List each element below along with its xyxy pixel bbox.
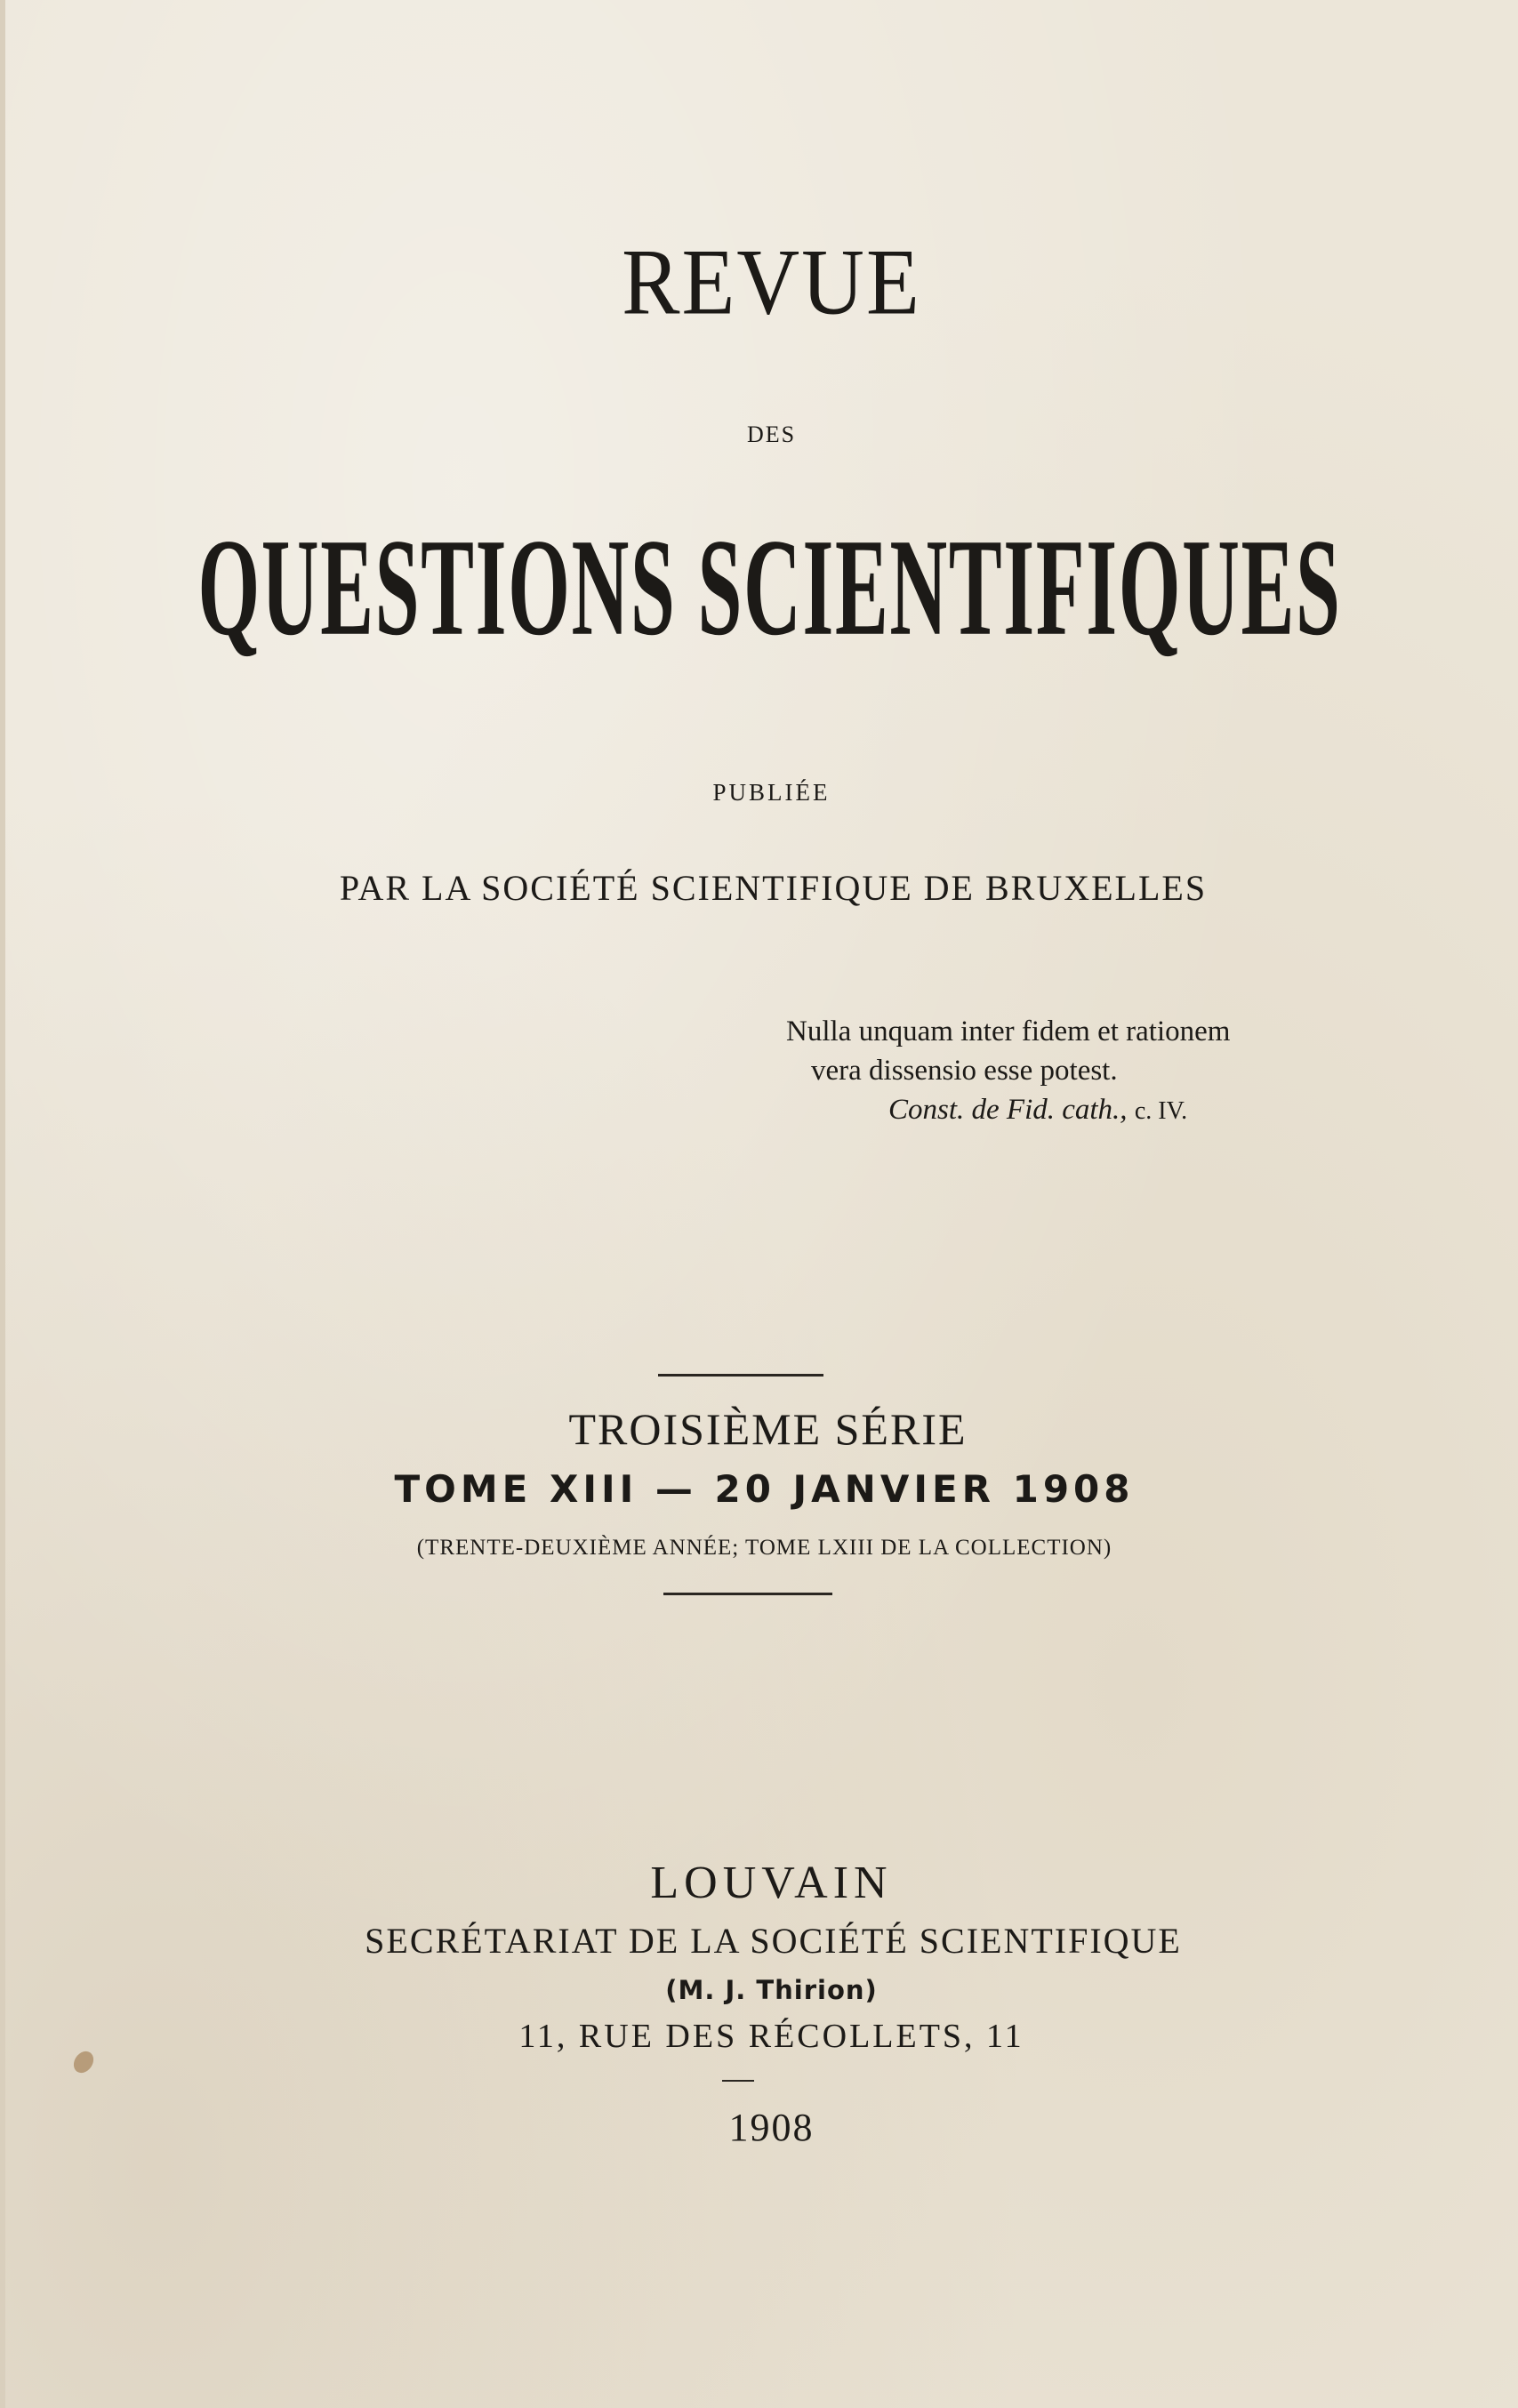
- imprint-address: 11, RUE DES RÉCOLLETS, 11: [518, 2018, 1024, 2055]
- journal-title-top: REVUE: [622, 230, 921, 335]
- collection-line: (TRENTE-DEUXIÈME ANNÉE; TOME LXIII DE LA COLLECTION): [416, 1536, 1112, 1560]
- series-label: TROISIÈME SÉRIE: [568, 1404, 968, 1454]
- divider-short: [722, 2080, 754, 2082]
- journal-title-connector: DES: [746, 421, 797, 447]
- journal-title-main: QUESTIONS SCIENTIFIQUES: [197, 511, 1342, 665]
- epigraph-source: Const. de Fid. cath.,: [888, 1094, 1128, 1126]
- imprint-year: 1908: [728, 2106, 815, 2149]
- imprint-secretariat: SECRÉTARIAT DE LA SOCIÉTÉ SCIENTIFIQUE: [365, 1921, 1182, 1961]
- tome-line: TOME XIII — 20 JANVIER 1908: [394, 1467, 1135, 1511]
- epigraph-source-line: [770, 1090, 1339, 1131]
- divider-top: [658, 1374, 823, 1377]
- epigraph-line-2: vera dissensio esse potest.: [811, 1055, 1118, 1087]
- imprint-contact: (M. J. Thirion): [665, 1975, 878, 2005]
- published-label: PUBLIÉE: [712, 779, 831, 806]
- epigraph-chapter: c. IV.: [1134, 1097, 1188, 1125]
- imprint-city: LOUVAIN: [650, 1858, 893, 1908]
- epigraph: [770, 1012, 1339, 1131]
- divider-bottom: [663, 1593, 832, 1595]
- publisher-line: PAR LA SOCIÉTÉ SCIENTIFIQUE DE BRUXELLES: [339, 868, 1208, 908]
- epigraph-line-1: Nulla unquam inter fidem et rationem: [786, 1015, 1231, 1047]
